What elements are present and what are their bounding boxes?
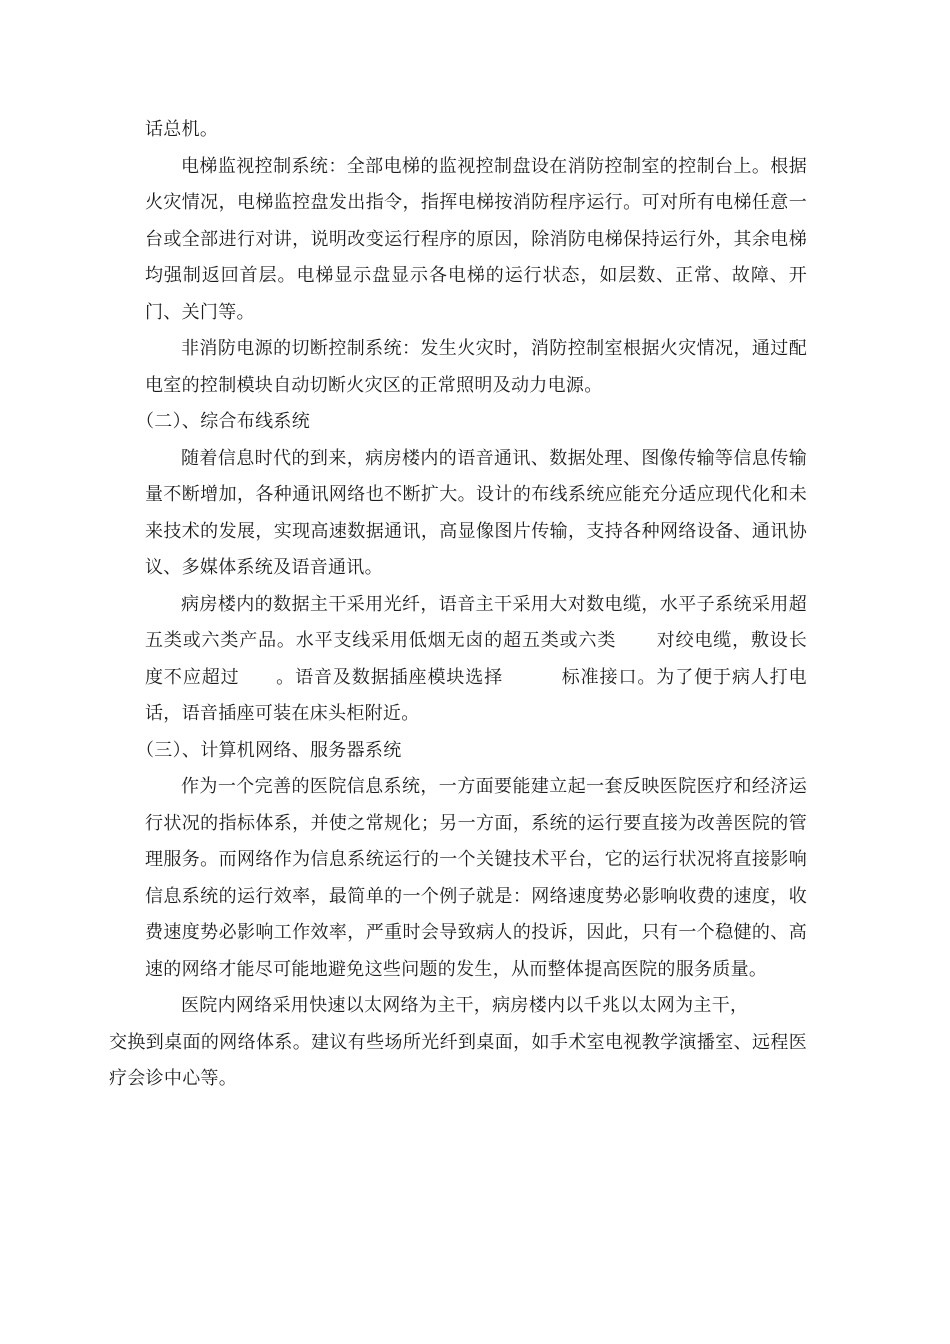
text-segment: 医院内网络采用快速以太网络为主干，病房楼内以千兆以太网为主干， — [181, 995, 749, 1016]
document-body — [109, 112, 808, 1098]
paragraph-network-intro: 作为一个完善的医院信息系统，一方面要能建立起一套反映医院医疗和经济运行状况的指标体系，并使之常规化；另一方面，系统的运行要直接为改善医院的管理服务。而网络作为信息系统运行的一个关键技术平台，它的运行状况将直接影响信息系统的运行效率，最简单的一个例子就是：网络速度势必影响收费的速度，收费速度势必影响工作效率，严重时会导致病人的投诉，因此，只有一个稳健的、高速的网络才能尽可能地避免这些问题的发生，从而整体提高医院的服务质量。 — [145, 776, 807, 980]
text-segment: 交换到桌面的网络体系。建议有些场所光纤到桌面，如手术室电视教学演播室、远程医疗会诊中心等。 — [109, 1031, 807, 1089]
paragraph-power-cutoff: 非消防电源的切断控制系统：发生火灾时，消防控制室根据火灾情况，通过配电室的控制模块自动切断火灾区的正常照明及动力电源。 — [145, 338, 807, 396]
paragraph-elevator-control: 电梯监视控制系统：全部电梯的监视控制盘设在消防控制室的控制台上。根据火灾情况，电梯监控盘发出指令，指挥电梯按消防程序运行。可对所有电梯任意一台或全部进行对讲，说明改变运行程序的原因，除消防电梯保持运行外，其余电梯均强制返回首层。电梯显示盘显示各电梯的运行状态，如层数、正常、故障、开门、关门等。 — [145, 155, 807, 323]
paragraph-continuation: 话总机。 — [145, 119, 219, 140]
text-segment: 病房楼内的数据主干采用光纤，语音主干采用大对数电缆，水平子系统采用超五类或六类产品。水平支线采用低烟无卤的超五类或六类 — [145, 593, 807, 651]
paragraph-cabling-intro: 随着信息时代的到来，病房楼内的语音通讯、数据处理、图像传输等信息传输量不断增加，各种通讯网络也不断扩大。设计的布线系统应能充分适应现代化和未来技术的发展，实现高速数据通讯，高显像图片传输，支持各种网络设备、通讯协议、多媒体系统及语音通讯。 — [145, 447, 807, 578]
text-segment: 标准接口。为了便于病人打电话，语音插座可装在床头柜附近。 — [145, 666, 807, 724]
section-heading-network: （三）、计算机网络、服务器系统 — [136, 739, 402, 761]
text-segment: 。语音及数据插座模块选择 — [275, 666, 504, 688]
section-heading-cabling: （二）、综合布线系统 — [136, 411, 310, 432]
text-segment: 对绞电缆，敷设长度不应超过 — [145, 630, 808, 688]
paragraph-network-detail — [109, 988, 807, 1098]
paragraph-cabling-detail — [145, 587, 807, 733]
